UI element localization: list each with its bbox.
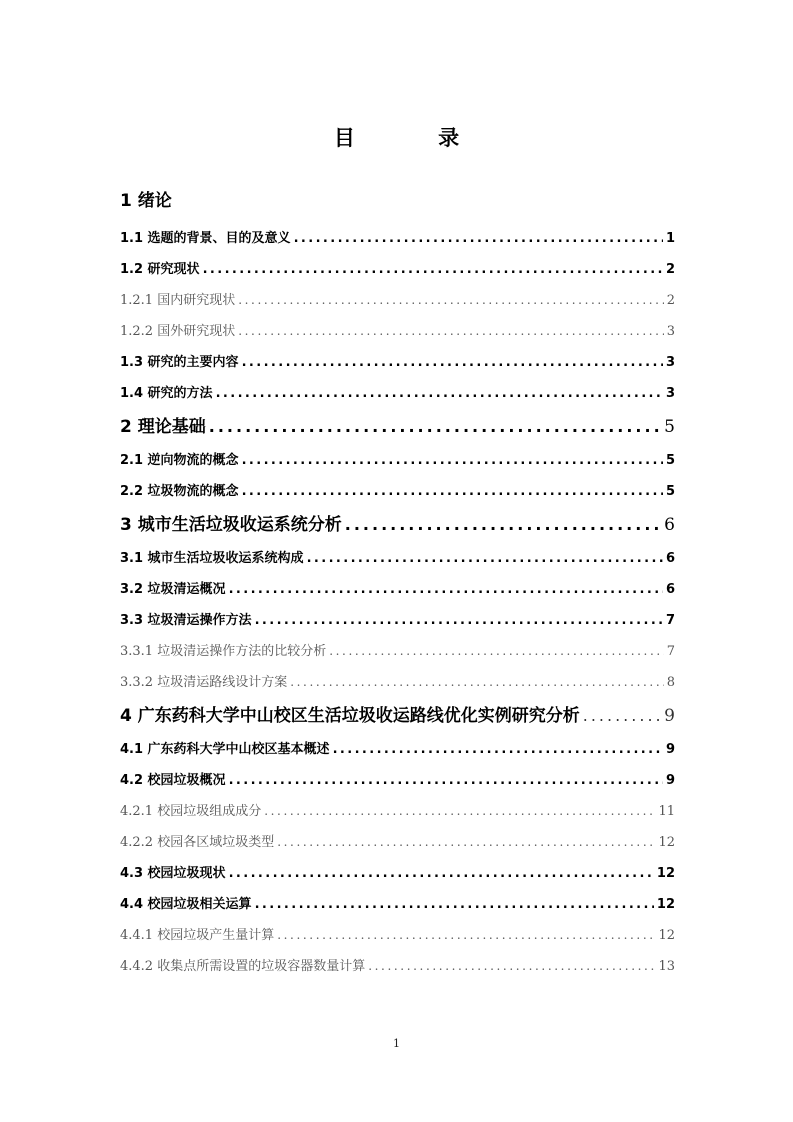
toc-entry[interactable] <box>120 858 675 889</box>
table-of-contents <box>120 223 675 982</box>
toc-entry[interactable] <box>120 285 675 316</box>
toc-leader-dots <box>229 858 654 889</box>
toc-entry[interactable] <box>120 765 675 796</box>
toc-leader-dots <box>242 476 663 507</box>
toc-entry-page: 13 <box>658 959 675 974</box>
toc-entry-page: 12 <box>658 835 675 850</box>
toc-entry-label: 3 城市生活垃圾收运系统分析 <box>120 515 342 535</box>
toc-leader-dots <box>242 347 663 378</box>
toc-leader-dots <box>255 605 663 636</box>
toc-entry[interactable] <box>120 920 675 951</box>
toc-leader-dots <box>216 378 663 409</box>
toc-entry-page: 3 <box>666 324 675 339</box>
toc-entry[interactable] <box>120 734 675 765</box>
toc-entry-page: 5 <box>665 453 675 468</box>
toc-entry-label: 3.2 垃圾清运概况 <box>120 582 226 597</box>
toc-entry[interactable] <box>120 951 675 982</box>
toc-leader-dots <box>229 574 663 605</box>
toc-entry-label: 1.2.2 国外研究现状 <box>120 324 236 339</box>
toc-entry-label: 4.4.1 校园垃圾产生量计算 <box>120 928 275 943</box>
toc-entry-label: 4.4.2 收集点所需设置的垃圾容器数量计算 <box>120 959 366 974</box>
toc-entry-label: 4.2.2 校园各区域垃圾类型 <box>120 835 275 850</box>
toc-leader-dots <box>255 889 654 920</box>
toc-entry[interactable] <box>120 889 675 920</box>
toc-leader-dots <box>242 445 663 476</box>
toc-entry-page: 7 <box>666 644 675 659</box>
toc-entry[interactable] <box>120 445 675 476</box>
toc-entry[interactable] <box>120 378 675 409</box>
toc-leader-dots <box>290 667 664 698</box>
toc-leader-dots <box>333 734 663 765</box>
toc-leader-dots <box>368 951 655 982</box>
toc-entry[interactable] <box>120 796 675 827</box>
toc-entry-page: 12 <box>656 866 675 881</box>
toc-entry[interactable] <box>120 698 675 734</box>
toc-entry-page: 5 <box>664 417 675 437</box>
toc-entry-page: 2 <box>665 262 675 277</box>
toc-entry-page: 1 <box>665 231 675 246</box>
toc-entry[interactable] <box>120 605 675 636</box>
toc-entry[interactable] <box>120 543 675 574</box>
toc-entry-page: 7 <box>665 613 675 628</box>
toc-leader-dots <box>345 507 661 543</box>
toc-entry-label: 4.3 校园垃圾现状 <box>120 866 226 881</box>
toc-leader-dots <box>277 827 655 858</box>
toc-entry[interactable] <box>120 347 675 378</box>
toc-entry-page: 5 <box>665 484 675 499</box>
toc-entry-label: 4 广东药科大学中山校区生活垃圾收运路线优化实例研究分析 <box>120 706 580 726</box>
toc-leader-dots <box>203 254 663 285</box>
toc-entry-page: 6 <box>664 515 675 535</box>
toc-leader-dots <box>238 316 664 347</box>
toc-entry-page: 8 <box>666 675 675 690</box>
toc-entry-label: 4.2.1 校园垃圾组成成分 <box>120 804 262 819</box>
toc-entry-label: 2.1 逆向物流的概念 <box>120 453 239 468</box>
toc-entry-label: 1.3 研究的主要内容 <box>120 355 239 370</box>
chapter-1-heading: 1 绪论 <box>120 191 172 211</box>
toc-entry-label: 3.3.1 垃圾清运操作方法的比较分析 <box>120 644 327 659</box>
page-number: 1 <box>393 1037 400 1050</box>
toc-leader-dots <box>307 543 663 574</box>
toc-entry[interactable] <box>120 667 675 698</box>
toc-entry-label: 3.3 垃圾清运操作方法 <box>120 613 252 628</box>
toc-entry-label: 1.2 研究现状 <box>120 262 200 277</box>
toc-entry-page: 12 <box>656 897 675 912</box>
toc-entry-label: 1.2.1 国内研究现状 <box>120 293 236 308</box>
toc-entry-page: 12 <box>658 928 675 943</box>
toc-entry-label: 3.3.2 垃圾清运路线设计方案 <box>120 675 288 690</box>
toc-entry[interactable] <box>120 827 675 858</box>
toc-leader-dots <box>329 636 664 667</box>
toc-entry[interactable] <box>120 254 675 285</box>
toc-entry[interactable] <box>120 476 675 507</box>
toc-entry-page: 11 <box>658 804 675 819</box>
toc-entry-page: 6 <box>665 582 675 597</box>
toc-entry[interactable] <box>120 636 675 667</box>
toc-leader-dots <box>277 920 655 951</box>
toc-entry-label: 2 理论基础 <box>120 417 206 437</box>
toc-entry-label: 4.1 广东药科大学中山校区基本概述 <box>120 742 330 757</box>
toc-entry-label: 3.1 城市生活垃圾收运系统构成 <box>120 551 304 566</box>
toc-entry-page: 2 <box>666 293 675 308</box>
toc-leader-dots <box>294 223 663 254</box>
toc-entry-page: 9 <box>665 742 675 757</box>
toc-entry-label: 4.4 校园垃圾相关运算 <box>120 897 252 912</box>
toc-leader-dots <box>264 796 655 827</box>
toc-entry[interactable] <box>120 574 675 605</box>
toc-entry[interactable] <box>120 223 675 254</box>
toc-entry-label: 1.4 研究的方法 <box>120 386 213 401</box>
toc-entry-page: 9 <box>665 773 675 788</box>
toc-leader-dots <box>238 285 664 316</box>
toc-title: 目 录 <box>333 126 498 150</box>
toc-leader-dots <box>583 698 661 734</box>
toc-leader-dots <box>229 765 663 796</box>
toc-leader-dots <box>209 409 661 445</box>
toc-entry[interactable] <box>120 409 675 445</box>
toc-entry-label: 1.1 选题的背景、目的及意义 <box>120 231 291 246</box>
toc-entry-page: 9 <box>664 706 675 726</box>
toc-entry-page: 6 <box>665 551 675 566</box>
toc-entry-label: 2.2 垃圾物流的概念 <box>120 484 239 499</box>
toc-entry-page: 3 <box>665 355 675 370</box>
toc-entry[interactable] <box>120 316 675 347</box>
toc-entry[interactable] <box>120 507 675 543</box>
toc-entry-page: 3 <box>665 386 675 401</box>
toc-entry-label: 4.2 校园垃圾概况 <box>120 773 226 788</box>
